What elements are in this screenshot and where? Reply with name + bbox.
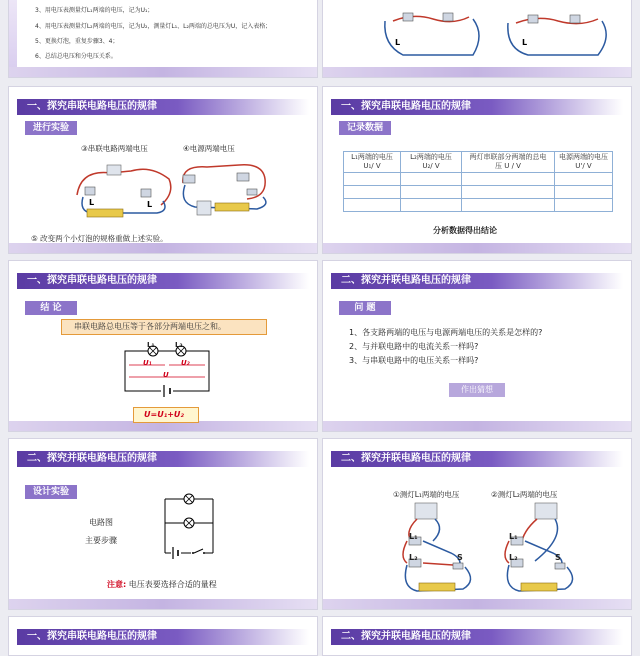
step-text: 5、更换灯泡，重复步骤3、4； — [35, 38, 119, 45]
table-row — [344, 199, 613, 212]
slide-5[interactable] — [322, 260, 632, 432]
slide-decoration — [9, 67, 317, 77]
table-cell[interactable] — [344, 173, 401, 186]
slide-7[interactable] — [322, 438, 632, 610]
table-cell[interactable] — [344, 186, 401, 199]
slide-title: 二、探究并联电路电压的规律 — [331, 273, 623, 289]
question-item: 3、与串联电路中的电压关系一样吗? — [349, 356, 479, 365]
experiment-label: ④电源两端电压 — [183, 144, 235, 153]
data-table — [343, 151, 613, 212]
attention-prefix: 注意: — [107, 580, 127, 589]
lamp-label-l1: L₁ — [147, 341, 155, 349]
slide-2[interactable] — [8, 86, 318, 254]
switch-label: S — [555, 553, 561, 562]
slide-title: 一、探究串联电路电压的规律 — [331, 99, 623, 115]
slide-title: 二、探究并联电路电压的规律 — [331, 451, 623, 467]
attention-text: 电压表要选择合适的量程 — [126, 580, 217, 589]
table-cell[interactable] — [462, 199, 555, 212]
slide-1[interactable] — [8, 0, 318, 78]
slide-title: 二、探究并联电路电压的规律 — [17, 451, 309, 467]
step-text: 6、总结总电压和分电压关系。 — [35, 53, 117, 60]
slide-title: 一、探究串联电路电压的规律 — [17, 99, 309, 115]
voltage-label-u: U — [163, 371, 169, 379]
table-header-cell: 电源两端的电压 U'/ V — [555, 152, 613, 173]
switch-label: S — [457, 553, 463, 562]
table-header-cell: 两灯串联部分两端的总电 压 U / V — [462, 152, 555, 173]
table-cell[interactable] — [401, 173, 462, 186]
svg-text:L: L — [395, 38, 401, 47]
table-cell[interactable] — [555, 199, 613, 212]
step-text: 3、用电压表测量灯L₁两端的电压，记为U₁； — [35, 7, 154, 14]
lamp-label-l2: L₂ — [175, 341, 183, 349]
series-circuit-photo-right — [498, 5, 618, 65]
table-header-cell: L₁两端的电压 U₁/ V — [344, 152, 401, 173]
slide-9[interactable] — [8, 616, 318, 656]
question-item: 1、各支路两端的电压与电源两端电压的关系是怎样的? — [349, 328, 543, 337]
svg-text:L: L — [89, 198, 95, 207]
table-cell[interactable] — [401, 186, 462, 199]
slide-decoration — [9, 0, 17, 77]
circuit-diagram-label: 电路图 — [89, 518, 113, 527]
slide-8[interactable] — [322, 0, 632, 78]
section-tag: 进行实验 — [25, 121, 77, 135]
series-circuit-photo-left — [373, 5, 493, 65]
slide-title: 二、探究并联电路电压的规律 — [331, 629, 623, 645]
slide-3[interactable] — [322, 86, 632, 254]
table-cell[interactable] — [462, 186, 555, 199]
series-circuit-diagram — [117, 339, 217, 399]
section-tag: 设计实验 — [25, 485, 77, 499]
parallel-circuit-photo-b — [495, 497, 591, 607]
series-circuit-photo-b — [177, 153, 277, 225]
table-header-row — [344, 152, 613, 173]
conclusion-statement: 串联电路总电压等于各部分两端电压之和。 — [61, 319, 267, 335]
section-tag: 记录数据 — [339, 121, 391, 135]
experiment-label: ③串联电路两端电压 — [81, 144, 148, 153]
table-row — [344, 173, 613, 186]
slide-decoration — [323, 243, 631, 253]
formula-box: U=U₁+U₂ — [133, 407, 199, 423]
lamp-label-l1: L₁ — [409, 532, 418, 541]
lamp-label-l1: L₁ — [509, 532, 518, 541]
question-item: 2、与并联电路中的电流关系一样吗? — [349, 342, 479, 351]
table-cell[interactable] — [555, 173, 613, 186]
make-hypothesis-button[interactable]: 作出猜想 — [449, 383, 505, 397]
attention-note — [107, 579, 217, 590]
svg-text:L: L — [147, 200, 153, 209]
slide-decoration — [9, 599, 317, 609]
table-cell[interactable] — [401, 199, 462, 212]
parallel-circuit-photo-a — [393, 497, 489, 607]
experiment-label: ②测灯L₂两端的电压 — [491, 490, 558, 499]
table-row — [344, 186, 613, 199]
parallel-circuit-diagram — [149, 493, 229, 563]
slide-decoration — [323, 421, 631, 431]
slide-title: 一、探究串联电路电压的规律 — [17, 273, 309, 289]
table-cell[interactable] — [555, 186, 613, 199]
section-tag: 问 题 — [339, 301, 391, 315]
voltage-label-u2: U₂ — [181, 359, 190, 367]
table-cell[interactable] — [462, 173, 555, 186]
experiment-note: ⑤ 改变两个小灯泡的规格重做上述实验。 — [31, 234, 168, 243]
section-tag: 结 论 — [25, 301, 77, 315]
slide-6[interactable] — [8, 438, 318, 610]
table-header-cell: L₂两端的电压 U₂/ V — [401, 152, 462, 173]
step-text: 4、用电压表测量灯L₂两端的电压，记为U₂，测量灯L₁、L₂两端的总电压为U，记入表格； — [35, 23, 272, 30]
experiment-label: ①测灯L₁两端的电压 — [393, 490, 460, 499]
svg-text:L: L — [522, 38, 528, 47]
slide-title: 一、探究串联电路电压的规律 — [17, 629, 309, 645]
slide-decoration — [9, 243, 317, 253]
slide-decoration — [323, 67, 631, 77]
conclusion-text: 分析数据得出结论 — [433, 226, 497, 235]
slide-10[interactable] — [322, 616, 632, 656]
voltage-label-u1: U₁ — [143, 359, 152, 367]
lamp-label-l2: L₂ — [409, 553, 418, 562]
table-cell[interactable] — [344, 199, 401, 212]
slide-4[interactable] — [8, 260, 318, 432]
lamp-label-l2: L₂ — [509, 553, 518, 562]
series-circuit-photo-a — [71, 155, 181, 225]
main-steps-label: 主要步骤 — [85, 536, 117, 545]
